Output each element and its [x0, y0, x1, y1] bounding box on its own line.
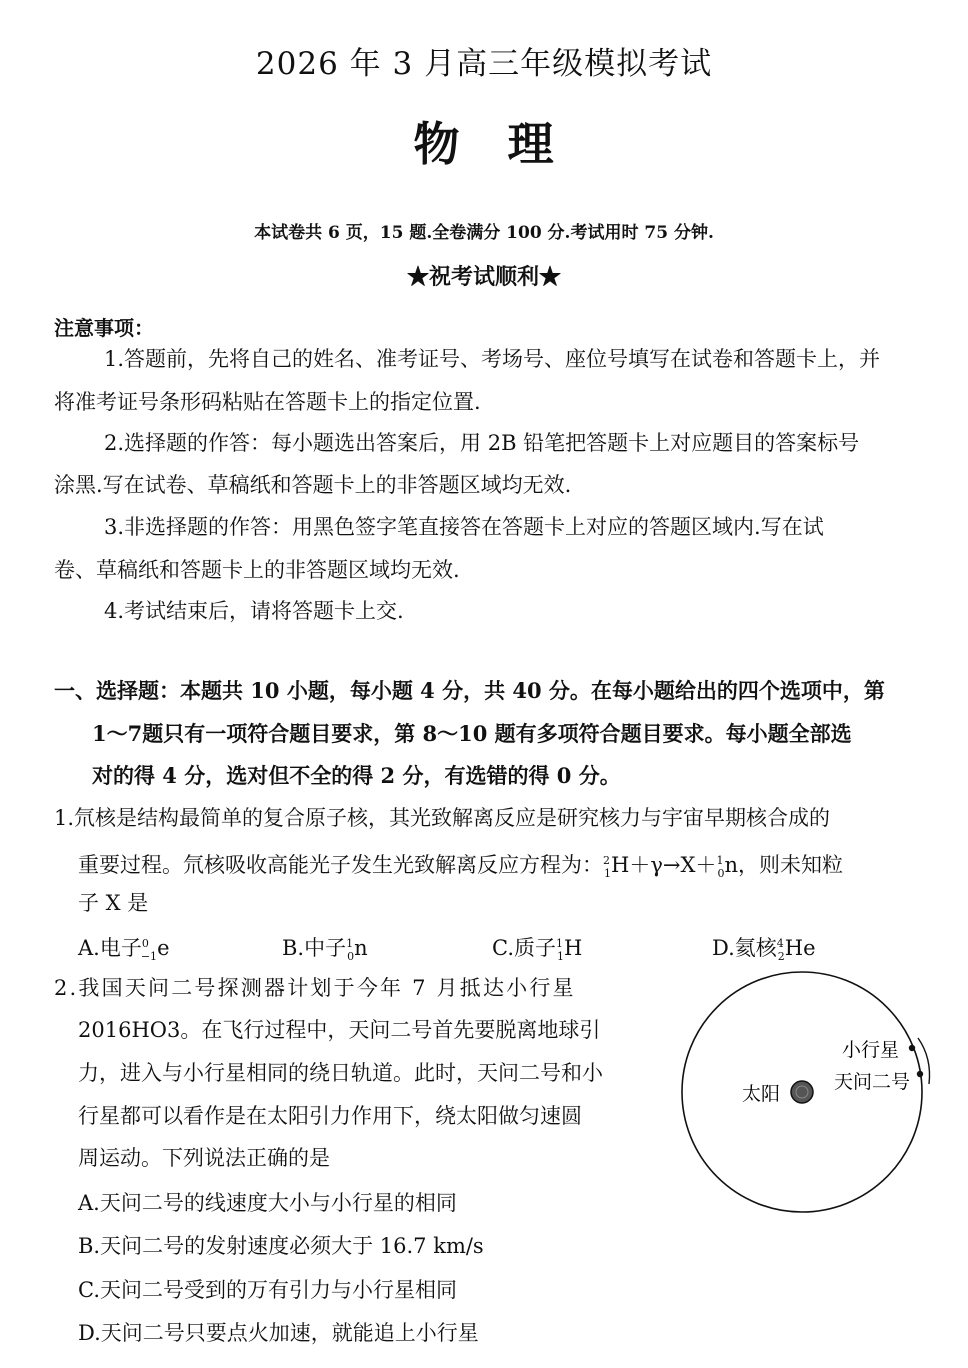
q1-stem: 1.氘核是结构最简单的复合原子核，其光致解离反应是研究核力与宇宙早期核合成的 — [54, 806, 831, 830]
section-heading: 一、选择题：本题共 10 小题，每小题 4 分，共 40 分。在每小题给出的四个选项中，第 — [54, 678, 885, 703]
q2-stem: 2016HO3。在飞行过程中，天问二号首先要脱离地球引 — [78, 1018, 601, 1042]
option-label: D.氦核 — [712, 936, 777, 960]
option-label: C.质子 — [492, 936, 556, 960]
charge-number: −1 — [140, 950, 158, 964]
particle-symbol: H — [564, 936, 583, 960]
notice-line: 3.非选择题的作答：用黑色签字笔直接答在答题卡上对应的答题区域内.写在试 — [104, 515, 824, 539]
notice-line: 1.答题前，先将自己的姓名、准考证号、考场号、座位号填写在试卷和答题卡上，并 — [104, 347, 881, 371]
q1-stem-text: ，则未知粒 — [737, 853, 843, 877]
mass-number: 0 — [141, 937, 149, 950]
charge-number: 2 — [777, 950, 785, 964]
charge-number: 1 — [557, 950, 564, 964]
mass-number: 2 — [603, 854, 610, 867]
q2-option-c[interactable]: C.天问二号受到的万有引力与小行星相同 — [78, 1278, 457, 1302]
particle-symbol: e — [157, 936, 170, 960]
particle-symbol: n — [354, 936, 368, 960]
q2-stem: 2.我国天问二号探测器计划于今年 7 月抵达小行星 — [54, 976, 576, 1000]
particle-symbol: He — [784, 936, 816, 960]
sun-label: 太阳 — [742, 1084, 781, 1105]
q2-stem: 行星都可以看作是在太阳引力作用下，绕太阳做匀速圆 — [78, 1104, 582, 1128]
asteroid-dot — [909, 1045, 915, 1051]
element-symbol: n — [724, 853, 738, 877]
notice-line: 将准考证号条形码粘贴在答题卡上的指定位置. — [54, 390, 481, 414]
q2-stem: 周运动。下列说法正确的是 — [78, 1146, 330, 1170]
q1-option-c[interactable] — [492, 932, 582, 963]
subject-title: 物 理 — [413, 117, 555, 171]
deuteron-symbol — [603, 846, 629, 889]
section-instruction: 1～7题只有一项符合题目要求，第 8～10 题有多项符合题目要求。每小题全部选 — [92, 721, 852, 746]
probe-dot — [917, 1071, 923, 1077]
notice-line: 2.选择题的作答：每小题选出答案后，用 2B 铅笔把答题卡上对应题目的答案标号 — [104, 431, 860, 455]
q2-option-d[interactable]: D.天问二号只要点火加速，就能追上小行星 — [78, 1321, 479, 1345]
q1-option-b[interactable] — [282, 932, 368, 963]
equation-middle: ＋γ→X＋ — [629, 853, 717, 877]
notice-line: 4.考试结束后，请将答题卡上交. — [104, 599, 404, 623]
q2-option-a[interactable]: A.天问二号的线速度大小与小行星的相同 — [78, 1191, 457, 1215]
neutron-symbol — [716, 846, 738, 889]
q1-stem-text: 重要过程。氘核吸收高能光子发生光致解离反应方程为： — [78, 853, 603, 877]
mass-number: 1 — [346, 937, 354, 950]
notice-line: 涂黑.写在试卷、草稿纸和答题卡上的非答题区域均无效. — [54, 473, 572, 497]
option-label: B.中子 — [282, 936, 347, 960]
mass-number: 4 — [776, 937, 784, 950]
mass-number: 1 — [716, 854, 724, 867]
exam-title: 2026 年 3 月高三年级模拟考试 — [255, 46, 713, 82]
sun-icon — [791, 1081, 813, 1103]
element-symbol: H — [611, 853, 630, 877]
asteroid-label: 小行星 — [842, 1040, 900, 1061]
good-luck-banner: ★祝考试顺利★ — [406, 264, 561, 290]
q1-option-a[interactable] — [78, 932, 170, 963]
orbit-figure — [680, 960, 940, 1230]
exam-info: 本试卷共 6 页，15 题.全卷满分 100 分.考试用时 75 分钟. — [254, 223, 714, 243]
q2-stem: 力，进入与小行星相同的绕日轨道。此时，天问二号和小 — [78, 1061, 603, 1085]
mass-number: 1 — [556, 937, 563, 950]
probe-label: 天问二号 — [834, 1072, 911, 1093]
charge-number: 0 — [717, 867, 725, 881]
option-label: A.电子 — [78, 936, 142, 960]
q1-stem: 子 X 是 — [78, 891, 149, 915]
q1-stem-equation — [78, 846, 843, 889]
q1-option-d[interactable] — [712, 932, 816, 963]
q2-option-b[interactable]: B.天问二号的发射速度必须大于 16.7 km/s — [78, 1234, 484, 1258]
notice-heading: 注意事项： — [54, 316, 154, 340]
notice-line: 卷、草稿纸和答题卡上的非答题区域均无效. — [54, 558, 460, 582]
charge-number: 0 — [347, 950, 355, 964]
charge-number: 1 — [604, 867, 611, 881]
section-instruction: 对的得 4 分，选对但不全的得 2 分，有选错的得 0 分。 — [92, 763, 621, 788]
